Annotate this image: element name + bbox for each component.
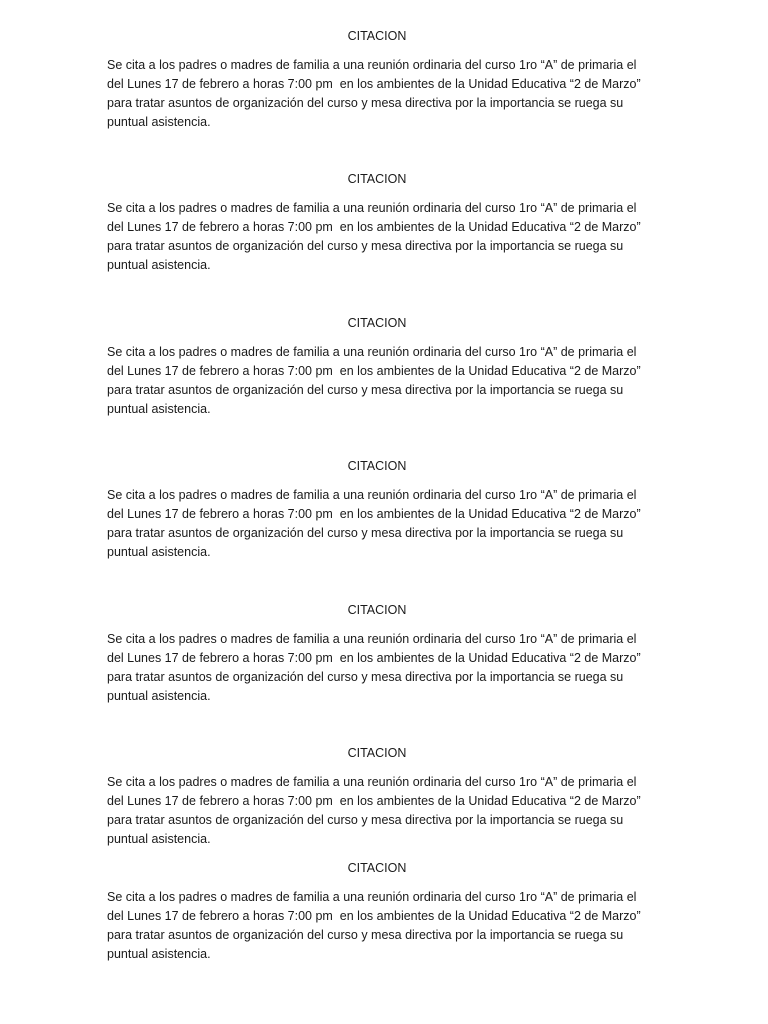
citation-block bbox=[107, 744, 647, 849]
citation-block bbox=[107, 314, 647, 419]
citation-line: puntual asistencia. bbox=[107, 402, 211, 416]
citation-line: del Lunes 17 de febrero a horas 7:00 pm en los ambientes de la Unidad Educativa “2 de Marzo” bbox=[107, 909, 641, 923]
citation-line: Se cita a los padres o madres de familia a una reunión ordinaria del curso 1ro “A” de primaria el bbox=[107, 58, 637, 72]
citation-body bbox=[107, 630, 647, 706]
citation-line: para tratar asuntos de organización del curso y mesa directiva por la importancia se ruega su bbox=[107, 96, 624, 110]
citation-block bbox=[107, 859, 647, 964]
citation-title: CITACION bbox=[347, 861, 407, 875]
citation-line: del Lunes 17 de febrero a horas 7:00 pm en los ambientes de la Unidad Educativa “2 de Marzo” bbox=[107, 794, 641, 808]
citation-body bbox=[107, 56, 647, 132]
citation-line: Se cita a los padres o madres de familia a una reunión ordinaria del curso 1ro “A” de primaria el bbox=[107, 488, 637, 502]
citation-body bbox=[107, 199, 647, 275]
citation-line: puntual asistencia. bbox=[107, 115, 211, 129]
citation-line: Se cita a los padres o madres de familia a una reunión ordinaria del curso 1ro “A” de primaria el bbox=[107, 632, 637, 646]
citation-title: CITACION bbox=[347, 29, 407, 43]
citation-title: CITACION bbox=[347, 172, 407, 186]
citation-title: CITACION bbox=[347, 746, 407, 760]
citation-title: CITACION bbox=[347, 316, 407, 330]
citation-body bbox=[107, 486, 647, 562]
citation-line: para tratar asuntos de organización del curso y mesa directiva por la importancia se ruega su bbox=[107, 670, 624, 684]
citation-line: puntual asistencia. bbox=[107, 832, 211, 846]
citation-line: para tratar asuntos de organización del curso y mesa directiva por la importancia se ruega su bbox=[107, 239, 624, 253]
citation-line: puntual asistencia. bbox=[107, 689, 211, 703]
citation-line: del Lunes 17 de febrero a horas 7:00 pm en los ambientes de la Unidad Educativa “2 de Marzo” bbox=[107, 77, 641, 91]
citation-line: puntual asistencia. bbox=[107, 947, 211, 961]
citation-line: del Lunes 17 de febrero a horas 7:00 pm en los ambientes de la Unidad Educativa “2 de Marzo” bbox=[107, 507, 641, 521]
citation-block bbox=[107, 601, 647, 706]
citation-body bbox=[107, 773, 647, 849]
citation-line: para tratar asuntos de organización del curso y mesa directiva por la importancia se ruega su bbox=[107, 928, 624, 942]
citation-line: para tratar asuntos de organización del curso y mesa directiva por la importancia se ruega su bbox=[107, 383, 624, 397]
citation-title: CITACION bbox=[347, 603, 407, 617]
citation-title: CITACION bbox=[347, 459, 407, 473]
citation-line: Se cita a los padres o madres de familia a una reunión ordinaria del curso 1ro “A” de primaria el bbox=[107, 345, 637, 359]
citation-line: del Lunes 17 de febrero a horas 7:00 pm en los ambientes de la Unidad Educativa “2 de Marzo” bbox=[107, 364, 641, 378]
citation-line: Se cita a los padres o madres de familia a una reunión ordinaria del curso 1ro “A” de primaria el bbox=[107, 890, 637, 904]
citation-block bbox=[107, 457, 647, 562]
citation-line: Se cita a los padres o madres de familia a una reunión ordinaria del curso 1ro “A” de primaria el bbox=[107, 775, 637, 789]
citation-line: del Lunes 17 de febrero a horas 7:00 pm en los ambientes de la Unidad Educativa “2 de Marzo” bbox=[107, 651, 641, 665]
citation-body bbox=[107, 888, 647, 964]
citation-line: Se cita a los padres o madres de familia a una reunión ordinaria del curso 1ro “A” de primaria el bbox=[107, 201, 637, 215]
citation-line: para tratar asuntos de organización del curso y mesa directiva por la importancia se ruega su bbox=[107, 526, 624, 540]
citation-line: puntual asistencia. bbox=[107, 545, 211, 559]
citation-line: del Lunes 17 de febrero a horas 7:00 pm en los ambientes de la Unidad Educativa “2 de Marzo” bbox=[107, 220, 641, 234]
citation-block bbox=[107, 170, 647, 275]
citation-block bbox=[107, 27, 647, 132]
citation-line: para tratar asuntos de organización del curso y mesa directiva por la importancia se ruega su bbox=[107, 813, 624, 827]
citation-line: puntual asistencia. bbox=[107, 258, 211, 272]
citation-body bbox=[107, 343, 647, 419]
